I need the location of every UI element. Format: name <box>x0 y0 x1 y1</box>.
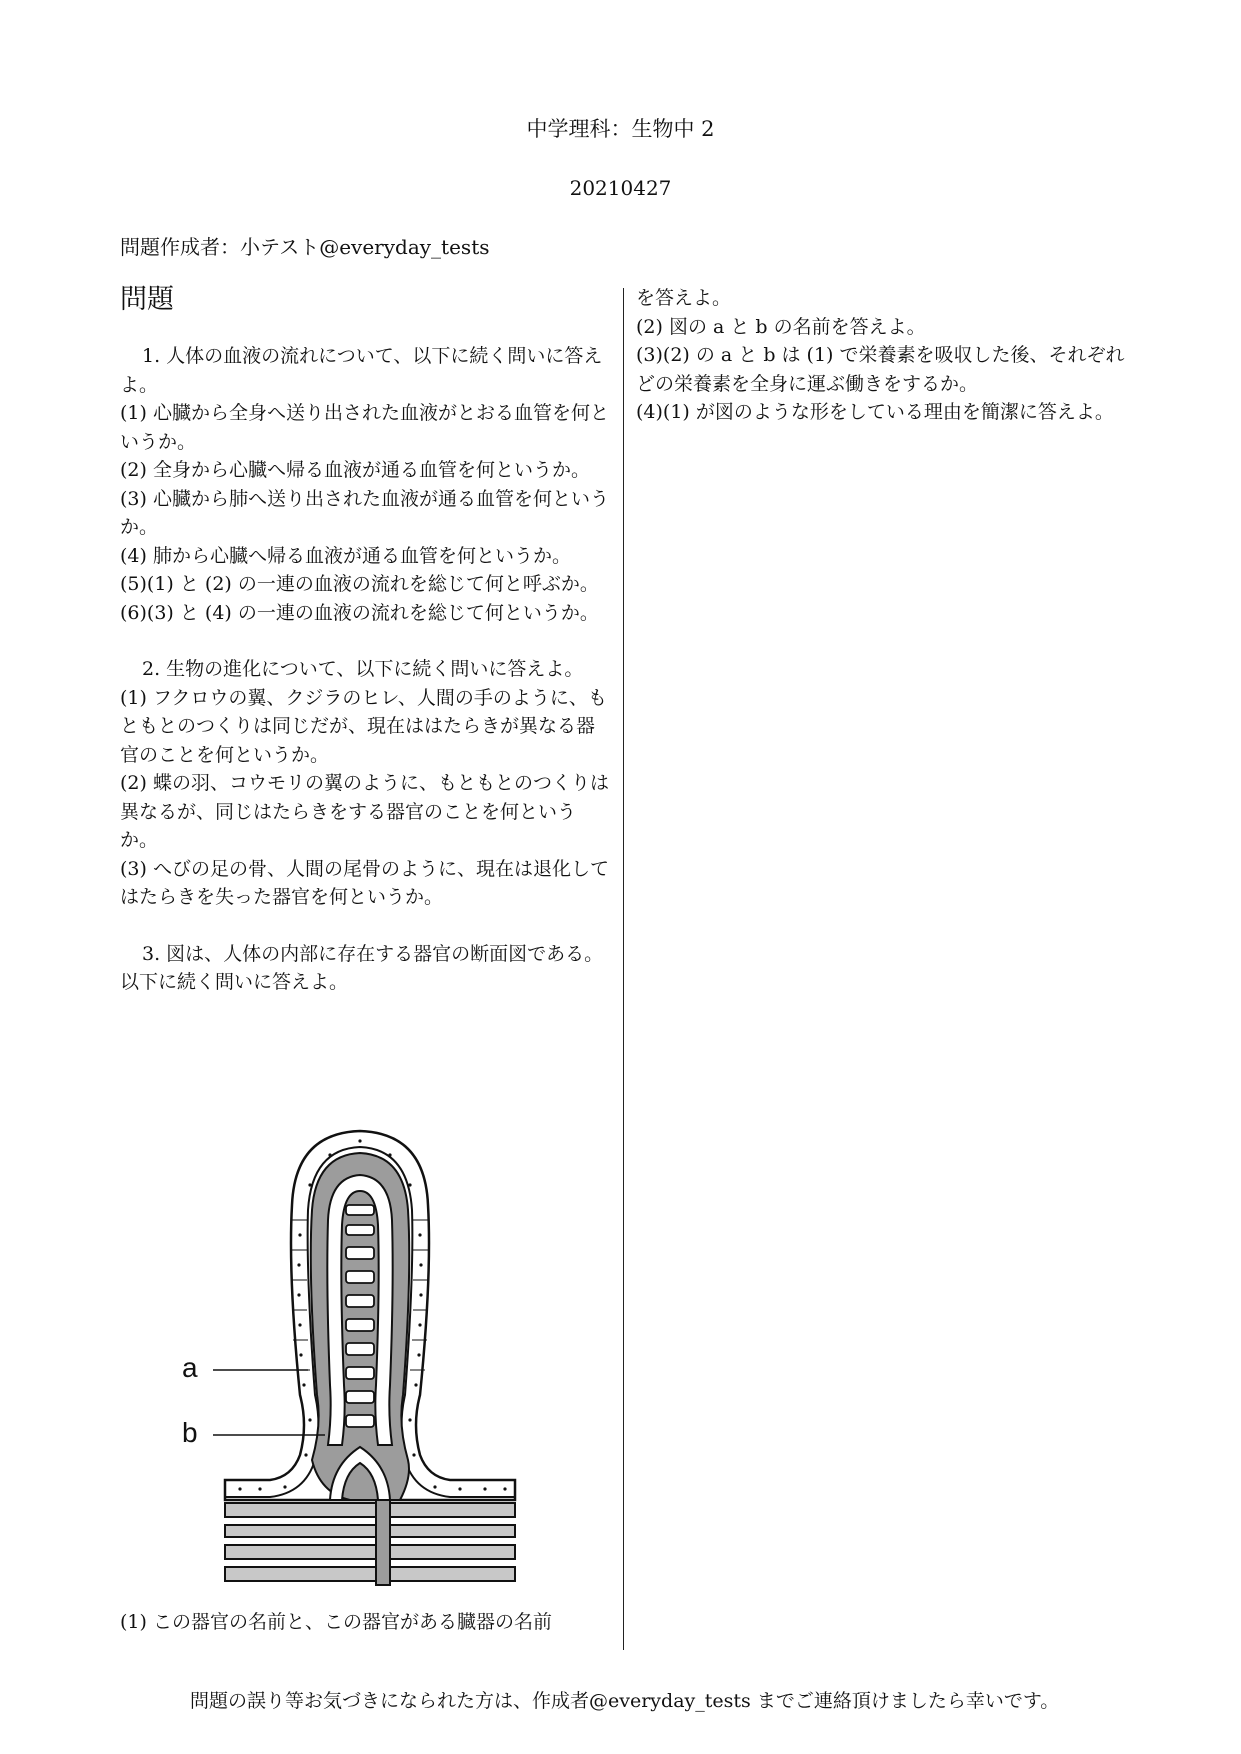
question-3-intro: 3. 図は、人体の内部に存在する器官の断面図である。以下に続く問いに答えよ。 <box>120 942 604 993</box>
question-1-item: (6)(3) と (4) の一連の血液の流れを総じて何というか。 <box>120 601 599 624</box>
date-line: 20210427 <box>569 176 672 200</box>
question-3-item: (2) 図の a と b の名前を答えよ。 <box>636 315 926 338</box>
question-2-item: (1) フクロウの翼、クジラのヒレ、人間の手のように、もともとのつくりは同じだが、現在ははたらきが異なる器官のことを何というか。 <box>120 686 607 766</box>
question-2-intro: 2. 生物の進化について、以下に続く問いに答えよ。 <box>142 658 584 680</box>
villus-cross-section-figure <box>182 1125 520 1595</box>
left-column <box>120 280 610 1025</box>
question-3-item: (4)(1) が図のような形をしている理由を簡潔に答えよ。 <box>636 401 1114 423</box>
question-3-item: (3)(2) の a と b は (1) で栄養素を吸収した後、それぞれどの栄養素を全身に運ぶ働きをするか。 <box>636 344 1125 395</box>
question-1-item: (3) 心臓から肺へ送り出された血液が通る血管を何というか。 <box>120 487 609 538</box>
question-1-intro: 1. 人体の血液の流れについて、以下に続く問いに答えよ。 <box>120 345 603 396</box>
question-3 <box>120 940 610 997</box>
footer-note: 問題の誤り等お気づきになられた方は、作成者@everyday_tests までご連絡頂けましたら幸いです。 <box>190 1690 1060 1712</box>
question-1-item: (5)(1) と (2) の一連の血液の流れを総じて何と呼ぶか。 <box>120 573 599 595</box>
question-1 <box>120 342 610 627</box>
column-divider <box>623 288 624 1650</box>
section-heading: 問題 <box>120 284 174 315</box>
page-title: 中学理科：生物中 2 <box>526 117 715 141</box>
question-1-item: (1) 心臓から全身へ送り出された血液がとおる血管を何というか。 <box>120 402 609 453</box>
question-2 <box>120 655 610 912</box>
author-line: 問題作成者：小テスト@everyday_tests <box>120 235 490 259</box>
figure-label-a: a <box>182 1352 198 1383</box>
question-1-item: (2) 全身から心臓へ帰る血液が通る血管を何というか。 <box>120 459 590 481</box>
question-2-item: (2) 蝶の羽、コウモリの翼のように、もともとのつくりは異なるが、同じはたらきをする器官のことを何というか。 <box>120 772 609 851</box>
question-1-item: (4) 肺から心臓へ帰る血液が通る血管を何というか。 <box>120 544 571 567</box>
figure-label-b: b <box>182 1417 198 1448</box>
question-3-item-1-cont: を答えよ。 <box>636 287 732 309</box>
question-2-item: (3) へびの足の骨、人間の尾骨のように、現在は退化してはたらきを失った器官を何というか。 <box>120 857 609 908</box>
question-3-item-1-left: (1) この器官の名前と、この器官がある臓器の名前 <box>120 1611 552 1633</box>
right-column <box>636 284 1126 427</box>
